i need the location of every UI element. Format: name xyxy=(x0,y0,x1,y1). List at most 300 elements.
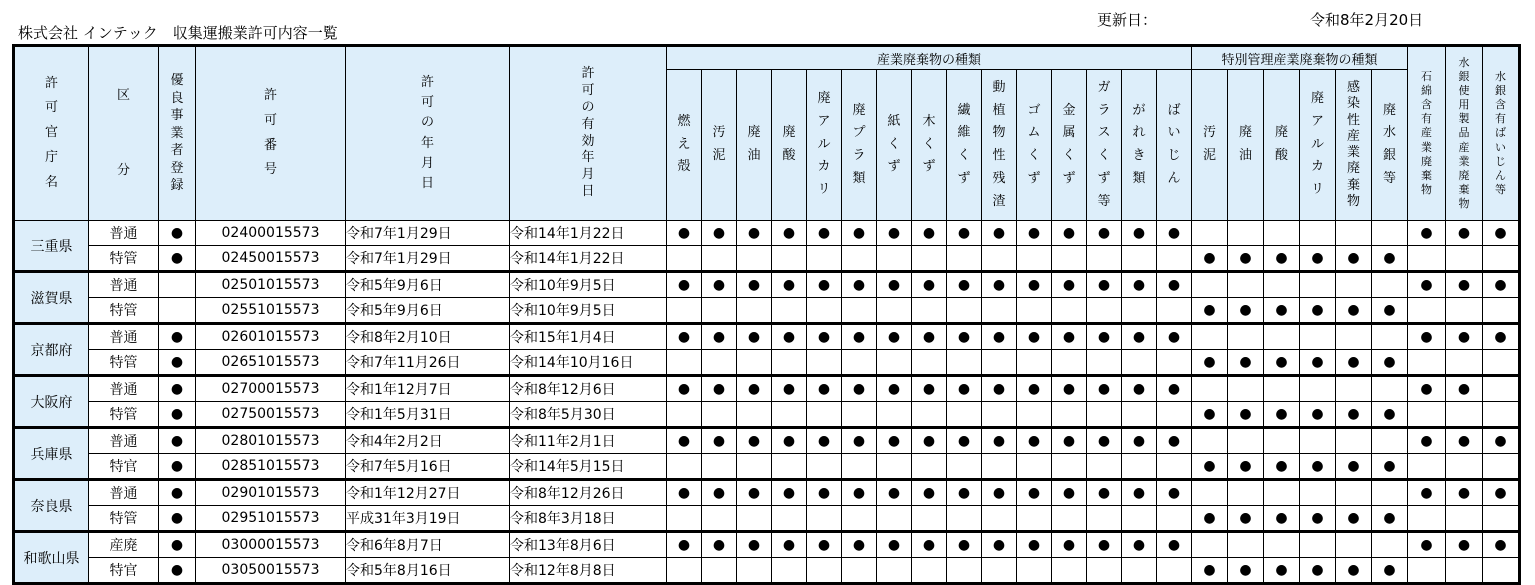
permit-date: 令和4年2月2日 xyxy=(346,428,510,454)
industrial-mark: ● xyxy=(947,532,982,558)
industrial-mark: ● xyxy=(702,480,737,506)
special-mark: ● xyxy=(1372,246,1408,272)
industrial-mark: ● xyxy=(947,324,982,350)
table-body xyxy=(14,221,1520,584)
special-mark: ● xyxy=(1372,506,1408,532)
extra-mark xyxy=(1483,558,1520,584)
extra-mark: ● xyxy=(1408,272,1446,298)
industrial-mark xyxy=(982,350,1017,376)
col-special-3: 廃アルカリ xyxy=(1300,70,1336,221)
extra-mark: ● xyxy=(1446,324,1483,350)
industrial-mark xyxy=(842,402,877,428)
industrial-mark xyxy=(982,402,1017,428)
industrial-mark xyxy=(842,558,877,584)
industrial-mark: ● xyxy=(877,428,912,454)
industrial-mark: ● xyxy=(1157,272,1192,298)
yuryo-cell: ● xyxy=(159,428,196,454)
permit-date: 令和5年9月6日 xyxy=(346,298,510,324)
extra-mark: ● xyxy=(1483,428,1520,454)
permit-date: 令和7年11月26日 xyxy=(346,350,510,376)
industrial-mark: ● xyxy=(667,272,702,298)
permit-number: 02750015573 xyxy=(196,402,346,428)
industrial-mark: ● xyxy=(1122,221,1157,246)
industrial-mark: ● xyxy=(702,272,737,298)
expiry-date: 令和8年12月26日 xyxy=(510,480,667,506)
permit-date: 令和7年1月29日 xyxy=(346,246,510,272)
industrial-mark xyxy=(1087,402,1122,428)
industrial-mark: ● xyxy=(912,272,947,298)
industrial-mark: ● xyxy=(1017,272,1052,298)
special-mark xyxy=(1228,428,1264,454)
special-mark xyxy=(1264,428,1300,454)
industrial-mark: ● xyxy=(737,324,772,350)
col-kubun: 区分 xyxy=(89,46,159,221)
industrial-mark: ● xyxy=(1087,324,1122,350)
permit-number: 02851015573 xyxy=(196,454,346,480)
industrial-mark xyxy=(1122,402,1157,428)
industrial-mark: ● xyxy=(912,324,947,350)
col-industrial-11: 金属くず xyxy=(1052,70,1087,221)
special-mark xyxy=(1192,221,1228,246)
col-special-2: 廃酸 xyxy=(1264,70,1300,221)
special-mark xyxy=(1192,324,1228,350)
extra-mark xyxy=(1446,246,1483,272)
extra-mark xyxy=(1408,350,1446,376)
col-industrial-13: がれき類 xyxy=(1122,70,1157,221)
permit-number: 02951015573 xyxy=(196,506,346,532)
permit-date: 令和6年8月7日 xyxy=(346,532,510,558)
industrial-mark: ● xyxy=(947,221,982,246)
industrial-mark xyxy=(1157,402,1192,428)
extra-mark xyxy=(1408,402,1446,428)
table-row xyxy=(14,376,1520,402)
col-industrial-9: 動植物性残渣 xyxy=(982,70,1017,221)
industrial-mark xyxy=(1017,298,1052,324)
industrial-mark xyxy=(702,350,737,376)
special-mark: ● xyxy=(1336,402,1372,428)
expiry-date: 令和10年9月5日 xyxy=(510,272,667,298)
extra-mark xyxy=(1483,246,1520,272)
expiry-date: 令和14年1月22日 xyxy=(510,246,667,272)
industrial-mark xyxy=(1052,402,1087,428)
industrial-mark xyxy=(772,298,807,324)
industrial-mark xyxy=(1087,506,1122,532)
extra-mark: ● xyxy=(1483,532,1520,558)
special-mark xyxy=(1372,324,1408,350)
industrial-mark xyxy=(667,506,702,532)
special-mark: ● xyxy=(1300,506,1336,532)
industrial-mark: ● xyxy=(807,376,842,402)
col-industrial-3: 廃酸 xyxy=(772,70,807,221)
expiry-date: 令和14年1月22日 xyxy=(510,221,667,246)
industrial-mark: ● xyxy=(807,221,842,246)
industrial-mark: ● xyxy=(912,376,947,402)
special-mark xyxy=(1192,272,1228,298)
special-mark xyxy=(1264,221,1300,246)
col-authority: 許可官庁名 xyxy=(14,46,89,221)
industrial-mark: ● xyxy=(982,428,1017,454)
special-mark: ● xyxy=(1336,506,1372,532)
expiry-date: 令和12年8月8日 xyxy=(510,558,667,584)
special-mark xyxy=(1336,324,1372,350)
industrial-mark xyxy=(702,558,737,584)
industrial-mark xyxy=(877,298,912,324)
permit-number: 02651015573 xyxy=(196,350,346,376)
industrial-mark: ● xyxy=(877,221,912,246)
extra-mark xyxy=(1446,506,1483,532)
industrial-mark xyxy=(842,246,877,272)
special-mark xyxy=(1372,532,1408,558)
col-industrial-7: 木くず xyxy=(912,70,947,221)
extra-mark xyxy=(1408,454,1446,480)
industrial-mark xyxy=(1122,558,1157,584)
industrial-mark xyxy=(982,246,1017,272)
col-industrial-14: ばいじん xyxy=(1157,70,1192,221)
special-mark: ● xyxy=(1192,298,1228,324)
industrial-mark: ● xyxy=(1087,428,1122,454)
prefecture-name: 滋賀県 xyxy=(14,272,89,324)
industrial-mark xyxy=(772,402,807,428)
permit-number: 02601015573 xyxy=(196,324,346,350)
industrial-mark xyxy=(877,454,912,480)
extra-mark: ● xyxy=(1446,272,1483,298)
col-extra-0: 石綿含有産業廃棄物 xyxy=(1408,46,1446,221)
special-mark: ● xyxy=(1300,402,1336,428)
industrial-mark xyxy=(772,350,807,376)
industrial-mark xyxy=(912,454,947,480)
special-mark: ● xyxy=(1336,298,1372,324)
permit-number: 02450015573 xyxy=(196,246,346,272)
permit-date: 令和7年1月29日 xyxy=(346,221,510,246)
special-mark: ● xyxy=(1264,246,1300,272)
permit-date: 令和8年2月10日 xyxy=(346,324,510,350)
industrial-mark xyxy=(1087,298,1122,324)
industrial-mark: ● xyxy=(877,376,912,402)
updated-date: 令和8年2月20日 xyxy=(1310,11,1424,29)
industrial-mark: ● xyxy=(842,480,877,506)
industrial-mark xyxy=(1122,454,1157,480)
permit-date: 令和1年12月7日 xyxy=(346,376,510,402)
industrial-mark xyxy=(1087,558,1122,584)
industrial-mark xyxy=(842,506,877,532)
extra-mark: ● xyxy=(1408,221,1446,246)
industrial-mark xyxy=(842,298,877,324)
kubun-cell: 特官 xyxy=(89,558,159,584)
industrial-mark xyxy=(982,558,1017,584)
industrial-mark: ● xyxy=(1122,480,1157,506)
special-mark xyxy=(1264,324,1300,350)
industrial-mark: ● xyxy=(1157,376,1192,402)
industrial-mark xyxy=(912,298,947,324)
special-mark: ● xyxy=(1228,246,1264,272)
expiry-date: 令和10年9月5日 xyxy=(510,298,667,324)
permit-date: 令和5年9月6日 xyxy=(346,272,510,298)
industrial-mark: ● xyxy=(667,376,702,402)
special-mark: ● xyxy=(1192,246,1228,272)
industrial-mark: ● xyxy=(1052,376,1087,402)
special-mark xyxy=(1336,480,1372,506)
special-mark: ● xyxy=(1264,402,1300,428)
industrial-mark: ● xyxy=(877,324,912,350)
special-mark: ● xyxy=(1264,558,1300,584)
industrial-mark xyxy=(1122,350,1157,376)
industrial-mark: ● xyxy=(667,532,702,558)
kubun-cell: 特管 xyxy=(89,246,159,272)
yuryo-cell xyxy=(159,272,196,298)
special-mark: ● xyxy=(1300,246,1336,272)
kubun-cell: 特管 xyxy=(89,298,159,324)
col-special-4: 感染性産業廃棄物 xyxy=(1336,70,1372,221)
industrial-mark xyxy=(807,298,842,324)
kubun-cell: 特管 xyxy=(89,506,159,532)
yuryo-cell: ● xyxy=(159,350,196,376)
special-mark: ● xyxy=(1228,454,1264,480)
page-title: 株式会社 インテック 収集運搬業許可内容一覧 xyxy=(18,24,338,42)
special-mark xyxy=(1192,480,1228,506)
industrial-mark: ● xyxy=(1017,428,1052,454)
industrial-mark: ● xyxy=(667,221,702,246)
permit-date: 平成31年3月19日 xyxy=(346,506,510,532)
table-row xyxy=(14,221,1520,246)
industrial-mark xyxy=(702,246,737,272)
special-mark xyxy=(1336,532,1372,558)
special-mark xyxy=(1336,376,1372,402)
kubun-cell: 産廃 xyxy=(89,532,159,558)
extra-mark: ● xyxy=(1483,480,1520,506)
expiry-date: 令和8年3月18日 xyxy=(510,506,667,532)
industrial-mark xyxy=(737,506,772,532)
industrial-mark xyxy=(1017,246,1052,272)
industrial-mark xyxy=(947,246,982,272)
table-row xyxy=(14,428,1520,454)
special-mark xyxy=(1300,376,1336,402)
special-mark xyxy=(1372,428,1408,454)
special-mark xyxy=(1336,221,1372,246)
special-mark xyxy=(1372,480,1408,506)
extra-mark xyxy=(1446,350,1483,376)
industrial-mark xyxy=(772,558,807,584)
industrial-mark xyxy=(912,246,947,272)
expiry-date: 令和15年1月4日 xyxy=(510,324,667,350)
extra-mark xyxy=(1408,506,1446,532)
permit-number: 02501015573 xyxy=(196,272,346,298)
industrial-mark: ● xyxy=(912,532,947,558)
special-mark: ● xyxy=(1264,298,1300,324)
kubun-cell: 特管 xyxy=(89,350,159,376)
industrial-mark: ● xyxy=(982,532,1017,558)
industrial-mark: ● xyxy=(877,532,912,558)
industrial-mark: ● xyxy=(1157,480,1192,506)
special-mark xyxy=(1264,272,1300,298)
industrial-mark: ● xyxy=(947,272,982,298)
extra-mark xyxy=(1446,558,1483,584)
industrial-mark xyxy=(877,350,912,376)
industrial-mark: ● xyxy=(772,532,807,558)
industrial-mark: ● xyxy=(772,376,807,402)
col-yuryo: 優良事業者登録 xyxy=(159,46,196,221)
special-mark xyxy=(1300,428,1336,454)
col-industrial-12: ガラスくず等 xyxy=(1087,70,1122,221)
special-mark xyxy=(1264,480,1300,506)
permit-date: 令和1年5月31日 xyxy=(346,402,510,428)
industrial-mark: ● xyxy=(1017,376,1052,402)
extra-mark xyxy=(1483,454,1520,480)
kubun-cell: 特官 xyxy=(89,454,159,480)
industrial-mark xyxy=(877,402,912,428)
industrial-mark xyxy=(1017,350,1052,376)
extra-mark xyxy=(1483,506,1520,532)
special-mark: ● xyxy=(1336,246,1372,272)
industrial-mark xyxy=(737,298,772,324)
extra-mark xyxy=(1446,298,1483,324)
col-extra-1: 水銀使用製品産業廃棄物 xyxy=(1446,46,1483,221)
extra-mark xyxy=(1408,298,1446,324)
industrial-mark: ● xyxy=(807,324,842,350)
kubun-cell: 特管 xyxy=(89,402,159,428)
extra-mark: ● xyxy=(1446,376,1483,402)
industrial-mark xyxy=(842,350,877,376)
industrial-mark: ● xyxy=(702,376,737,402)
industrial-mark: ● xyxy=(807,480,842,506)
expiry-date: 令和8年12月6日 xyxy=(510,376,667,402)
industrial-mark xyxy=(807,246,842,272)
industrial-mark: ● xyxy=(667,480,702,506)
table-row xyxy=(14,246,1520,272)
industrial-mark xyxy=(667,558,702,584)
industrial-mark xyxy=(982,454,1017,480)
industrial-mark xyxy=(807,402,842,428)
table-row xyxy=(14,454,1520,480)
industrial-mark: ● xyxy=(1157,532,1192,558)
industrial-mark xyxy=(1052,558,1087,584)
industrial-mark: ● xyxy=(737,272,772,298)
industrial-mark: ● xyxy=(1052,480,1087,506)
yuryo-cell: ● xyxy=(159,558,196,584)
special-mark: ● xyxy=(1372,298,1408,324)
extra-mark: ● xyxy=(1408,376,1446,402)
industrial-mark: ● xyxy=(842,221,877,246)
industrial-mark: ● xyxy=(1017,532,1052,558)
special-mark: ● xyxy=(1264,350,1300,376)
col-permit-no: 許可番号 xyxy=(196,46,346,221)
yuryo-cell: ● xyxy=(159,221,196,246)
industrial-mark: ● xyxy=(772,480,807,506)
industrial-mark xyxy=(947,402,982,428)
industrial-mark xyxy=(1122,506,1157,532)
prefecture-name: 兵庫県 xyxy=(14,428,89,480)
industrial-mark xyxy=(1157,506,1192,532)
industrial-mark xyxy=(1017,506,1052,532)
extra-mark xyxy=(1408,246,1446,272)
industrial-mark xyxy=(912,350,947,376)
extra-mark: ● xyxy=(1483,221,1520,246)
extra-mark: ● xyxy=(1483,324,1520,350)
extra-mark xyxy=(1446,402,1483,428)
industrial-mark xyxy=(877,558,912,584)
industrial-mark xyxy=(1122,298,1157,324)
special-mark: ● xyxy=(1192,402,1228,428)
industrial-mark: ● xyxy=(737,532,772,558)
expiry-date: 令和11年2月1日 xyxy=(510,428,667,454)
kubun-cell: 普通 xyxy=(89,324,159,350)
industrial-mark: ● xyxy=(1052,532,1087,558)
industrial-mark: ● xyxy=(667,428,702,454)
industrial-mark xyxy=(1017,558,1052,584)
industrial-mark xyxy=(1157,350,1192,376)
industrial-mark: ● xyxy=(1122,428,1157,454)
extra-mark: ● xyxy=(1446,480,1483,506)
col-industrial-2: 廃油 xyxy=(737,70,772,221)
special-mark: ● xyxy=(1228,506,1264,532)
special-mark: ● xyxy=(1336,350,1372,376)
extra-mark: ● xyxy=(1446,428,1483,454)
industrial-mark xyxy=(947,454,982,480)
industrial-mark: ● xyxy=(1017,480,1052,506)
group-special: 特別管理産業廃棄物の種類 xyxy=(1192,46,1408,70)
kubun-cell: 普通 xyxy=(89,428,159,454)
prefecture-name: 和歌山県 xyxy=(14,532,89,584)
industrial-mark xyxy=(667,402,702,428)
extra-mark xyxy=(1483,350,1520,376)
permit-number: 03050015573 xyxy=(196,558,346,584)
industrial-mark xyxy=(1052,454,1087,480)
special-mark xyxy=(1372,272,1408,298)
special-mark: ● xyxy=(1372,350,1408,376)
col-industrial-10: ゴムくず xyxy=(1017,70,1052,221)
industrial-mark: ● xyxy=(982,480,1017,506)
special-mark xyxy=(1300,324,1336,350)
prefecture-name: 京都府 xyxy=(14,324,89,376)
industrial-mark xyxy=(947,350,982,376)
permit-number: 02400015573 xyxy=(196,221,346,246)
col-industrial-4: 廃アルカリ xyxy=(807,70,842,221)
industrial-mark: ● xyxy=(1087,532,1122,558)
industrial-mark: ● xyxy=(982,376,1017,402)
permit-number: 02700015573 xyxy=(196,376,346,402)
industrial-mark: ● xyxy=(667,324,702,350)
industrial-mark xyxy=(1157,298,1192,324)
col-industrial-5: 廃プラ類 xyxy=(842,70,877,221)
industrial-mark xyxy=(772,454,807,480)
industrial-mark xyxy=(737,246,772,272)
special-mark: ● xyxy=(1228,558,1264,584)
special-mark xyxy=(1228,221,1264,246)
extra-mark xyxy=(1408,558,1446,584)
special-mark xyxy=(1192,376,1228,402)
industrial-mark xyxy=(912,506,947,532)
permit-number: 03000015573 xyxy=(196,532,346,558)
industrial-mark: ● xyxy=(1052,272,1087,298)
industrial-mark xyxy=(667,246,702,272)
industrial-mark xyxy=(807,350,842,376)
expiry-date: 令和13年8月6日 xyxy=(510,532,667,558)
permit-date: 令和5年8月16日 xyxy=(346,558,510,584)
special-mark: ● xyxy=(1264,506,1300,532)
permit-number: 02901015573 xyxy=(196,480,346,506)
special-mark xyxy=(1372,221,1408,246)
industrial-mark: ● xyxy=(702,532,737,558)
table-row xyxy=(14,558,1520,584)
industrial-mark: ● xyxy=(702,221,737,246)
special-mark xyxy=(1300,221,1336,246)
yuryo-cell: ● xyxy=(159,324,196,350)
col-permit-date: 許可の年月日 xyxy=(346,46,510,221)
col-industrial-0: 燃え殻 xyxy=(667,70,702,221)
industrial-mark xyxy=(877,246,912,272)
table-row xyxy=(14,532,1520,558)
special-mark: ● xyxy=(1372,454,1408,480)
special-mark xyxy=(1264,532,1300,558)
